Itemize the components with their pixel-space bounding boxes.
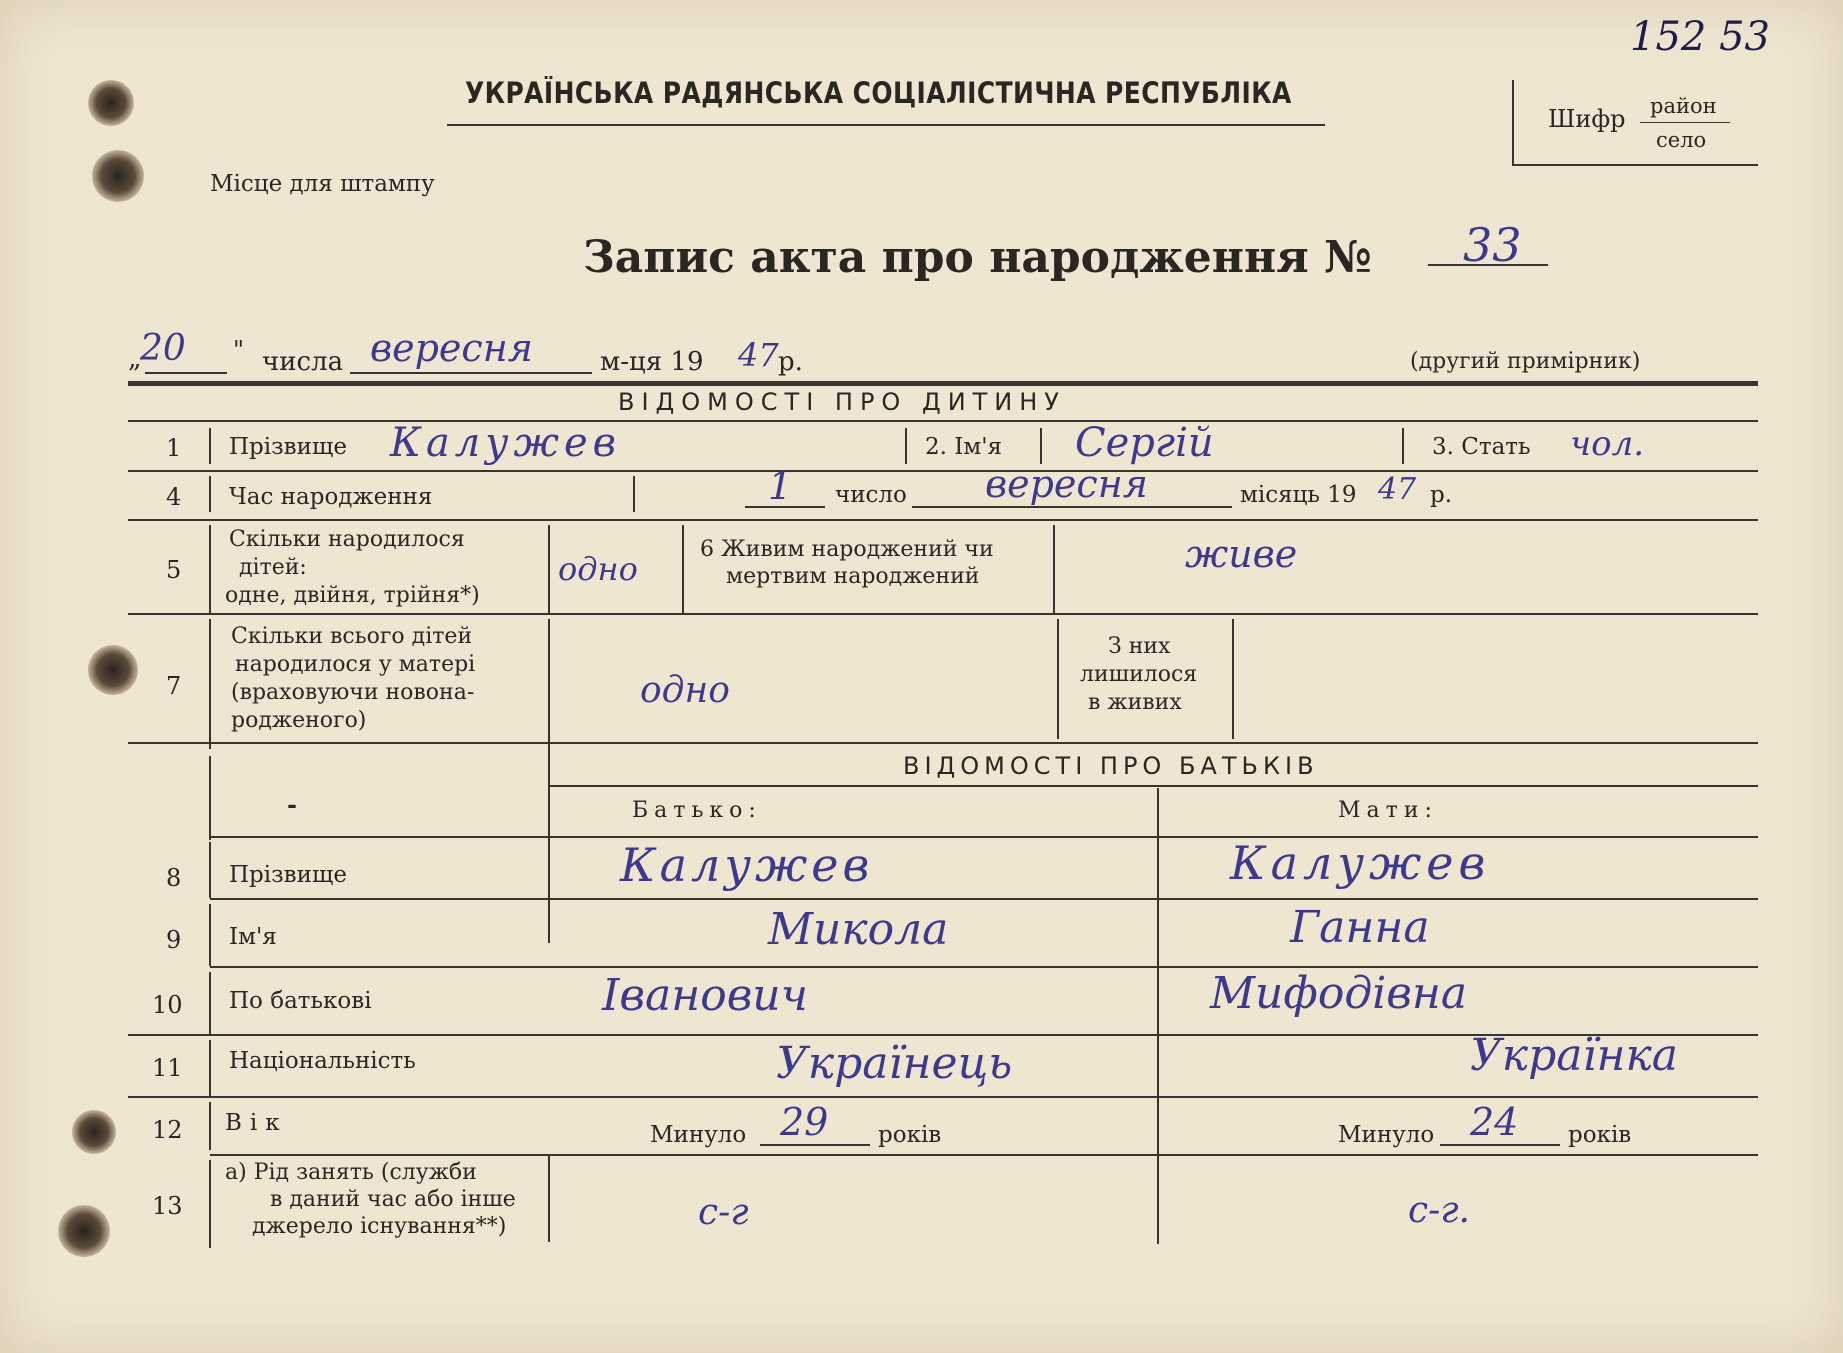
title-underline bbox=[447, 124, 1325, 126]
num-column-divider bbox=[209, 1040, 211, 1096]
total-children-label-4: родженого) bbox=[231, 708, 367, 733]
row-rule bbox=[210, 1154, 1758, 1156]
row-8-number: 8 bbox=[166, 864, 182, 892]
father-age-line bbox=[760, 1144, 870, 1146]
code-fraction-line bbox=[1640, 122, 1730, 123]
punch-hole bbox=[72, 1110, 116, 1154]
occupation-label-2: в даний час або інше bbox=[270, 1187, 516, 1212]
row-9-number: 9 bbox=[166, 926, 182, 954]
row-5-number: 5 bbox=[166, 556, 182, 584]
num-column-divider bbox=[209, 525, 211, 613]
total-children-label-1: Скільки всього дітей bbox=[231, 624, 473, 649]
code-box-bottom bbox=[1512, 164, 1758, 166]
mother-label: Мати: bbox=[1338, 798, 1438, 823]
father-occupation: с-г bbox=[698, 1192, 749, 1233]
patronymic-label: По батькові bbox=[229, 988, 372, 1014]
code-village: село bbox=[1656, 128, 1707, 152]
punch-hole bbox=[88, 645, 138, 695]
alive-divider-2 bbox=[1232, 619, 1234, 739]
mother-nationality: Українка bbox=[1470, 1030, 1679, 1081]
archive-number: 152 53 bbox=[1630, 14, 1770, 60]
alive-label-1: З них bbox=[1108, 634, 1171, 659]
code-box-left bbox=[1512, 80, 1514, 164]
children-count-label-2: дітей: bbox=[239, 555, 307, 580]
row-rule bbox=[128, 420, 1758, 422]
row-12-number: 12 bbox=[152, 1116, 183, 1144]
father-age-suffix: років bbox=[878, 1122, 942, 1148]
row-10-number: 10 bbox=[152, 991, 183, 1019]
total-divider bbox=[548, 619, 550, 943]
total-children-value: одно bbox=[640, 670, 730, 711]
father-age-prefix: Минуло bbox=[650, 1122, 747, 1148]
alive-divider bbox=[1057, 619, 1059, 739]
alive-label-3: в живих bbox=[1088, 690, 1182, 715]
mother-occupation: с-г. bbox=[1408, 1190, 1470, 1231]
num-column-divider bbox=[209, 619, 211, 749]
record-year: 47 bbox=[738, 336, 779, 374]
birth-month-label: місяць 19 bbox=[1240, 482, 1357, 508]
child-sex: чол. bbox=[1570, 424, 1645, 464]
row-rule bbox=[210, 836, 1758, 838]
mother-age: 24 bbox=[1470, 1100, 1519, 1144]
num-column-divider bbox=[209, 756, 211, 840]
birth-time-label: Час народження bbox=[229, 484, 433, 510]
children-count-value: одно bbox=[558, 550, 638, 588]
birth-time-divider bbox=[633, 476, 635, 512]
record-day: 20 bbox=[140, 328, 186, 369]
mother-name: Ганна bbox=[1290, 902, 1430, 953]
father-nationality: Українець bbox=[776, 1038, 1013, 1089]
year-suffix: р. bbox=[778, 347, 803, 377]
sex-divider bbox=[1402, 428, 1404, 464]
count-divider-2 bbox=[682, 525, 684, 613]
birth-year-suffix: р. bbox=[1430, 482, 1453, 508]
row-rule bbox=[210, 966, 1758, 968]
punch-hole bbox=[58, 1205, 110, 1257]
num-column-divider bbox=[209, 842, 211, 898]
document-title: Запис акта про народження № bbox=[583, 232, 1372, 283]
section-top-rule bbox=[128, 381, 1758, 386]
record-month-line bbox=[350, 372, 592, 374]
num-column-divider bbox=[209, 1160, 211, 1248]
parent-name-label: Ім'я bbox=[229, 924, 277, 950]
child-sex-label: 3. Стать bbox=[1432, 434, 1531, 460]
child-name-label: 2. Ім'я bbox=[925, 434, 1003, 460]
father-patronymic: Іванович bbox=[602, 970, 809, 1021]
live-birth-value: живе bbox=[1185, 532, 1298, 576]
num-column-divider bbox=[209, 904, 211, 966]
children-count-label-3: одне, двійня, трійня*) bbox=[225, 583, 480, 608]
row-rule bbox=[128, 470, 1758, 472]
child-name: Сергій bbox=[1075, 420, 1214, 466]
row-1-number: 1 bbox=[166, 434, 182, 462]
punch-hole bbox=[88, 80, 134, 126]
copy-note: (другий примірник) bbox=[1410, 349, 1641, 374]
occupation-label-1: а) Рід занять (служби bbox=[225, 1160, 477, 1185]
nationality-label: Національність bbox=[229, 1048, 416, 1074]
month-label: м-ця 19 bbox=[600, 347, 704, 377]
row-rule bbox=[128, 1096, 1758, 1098]
code-district: район bbox=[1650, 94, 1717, 118]
children-count-label-1: Скільки народилося bbox=[229, 527, 465, 552]
alive-label-2: лишилося bbox=[1080, 662, 1198, 687]
total-children-label-3: (враховуючи новона- bbox=[231, 680, 475, 705]
day-label: числа bbox=[262, 347, 344, 377]
name-divider-2 bbox=[1040, 428, 1042, 464]
num-column-divider bbox=[209, 428, 211, 464]
live-birth-label-2: мертвим народжений bbox=[726, 564, 980, 589]
occupation-divider bbox=[548, 1154, 550, 1242]
mother-age-line bbox=[1440, 1144, 1560, 1146]
child-surname: Калужев bbox=[390, 420, 621, 466]
child-section-heading: ВІДОМОСТІ ПРО ДИТИНУ bbox=[618, 388, 1066, 416]
quote-close: " bbox=[233, 336, 245, 364]
child-surname-label: Прізвище bbox=[229, 434, 347, 460]
row-4-number: 4 bbox=[166, 483, 182, 511]
mother-surname: Калужев bbox=[1230, 836, 1491, 890]
birth-day-line bbox=[745, 506, 825, 508]
total-children-label-2: народилося у матері bbox=[235, 652, 476, 677]
birth-year: 47 bbox=[1378, 472, 1417, 507]
name-divider bbox=[905, 428, 907, 464]
mother-age-prefix: Минуло bbox=[1338, 1122, 1435, 1148]
father-surname: Калужев bbox=[620, 838, 874, 892]
birth-month: вересня bbox=[985, 462, 1148, 506]
row-13-number: 13 bbox=[152, 1192, 183, 1220]
record-day-line bbox=[145, 372, 227, 374]
birth-month-line bbox=[912, 506, 1232, 508]
father-name: Микола bbox=[768, 904, 949, 955]
birth-day-label: число bbox=[835, 482, 907, 508]
row-11-number: 11 bbox=[152, 1054, 183, 1082]
record-month: вересня bbox=[370, 326, 533, 370]
father-label: Батько: bbox=[632, 798, 762, 823]
count-divider bbox=[548, 525, 550, 613]
mother-age-suffix: років bbox=[1568, 1122, 1632, 1148]
punch-hole bbox=[92, 150, 144, 202]
occupation-label-3: джерело існування**) bbox=[252, 1214, 507, 1239]
parents-dash: - bbox=[287, 790, 297, 819]
quote-open: „ bbox=[128, 344, 142, 374]
live-birth-divider bbox=[1053, 525, 1055, 613]
row-rule bbox=[128, 742, 1758, 744]
num-column-divider bbox=[209, 476, 211, 512]
row-7-number: 7 bbox=[166, 672, 182, 700]
mother-patronymic: Мифодівна bbox=[1210, 968, 1468, 1019]
num-column-divider bbox=[209, 972, 211, 1034]
record-number-line bbox=[1428, 264, 1548, 266]
record-number: 33 bbox=[1463, 218, 1522, 272]
row-rule bbox=[550, 785, 1758, 787]
age-label: Вік bbox=[225, 1110, 288, 1136]
parents-divider bbox=[1157, 788, 1159, 1244]
republic-title: УКРАЇНСЬКА РАДЯНСЬКА СОЦІАЛІСТИЧНА РЕСПУБЛІКА bbox=[465, 76, 1292, 110]
num-column-divider bbox=[209, 1102, 211, 1150]
code-label: Шифр bbox=[1548, 105, 1626, 133]
birth-day: 1 bbox=[768, 464, 793, 508]
row-rule bbox=[128, 519, 1758, 521]
stamp-place-label: Місце для штампу bbox=[210, 171, 435, 197]
row-rule bbox=[210, 898, 1758, 900]
parents-section-heading: ВІДОМОСТІ ПРО БАТЬКІВ bbox=[903, 752, 1319, 780]
father-age: 29 bbox=[780, 1100, 829, 1144]
parent-surname-label: Прізвище bbox=[229, 862, 347, 888]
live-birth-label-1: 6 Живим народжений чи bbox=[700, 537, 994, 562]
row-rule bbox=[128, 613, 1758, 615]
